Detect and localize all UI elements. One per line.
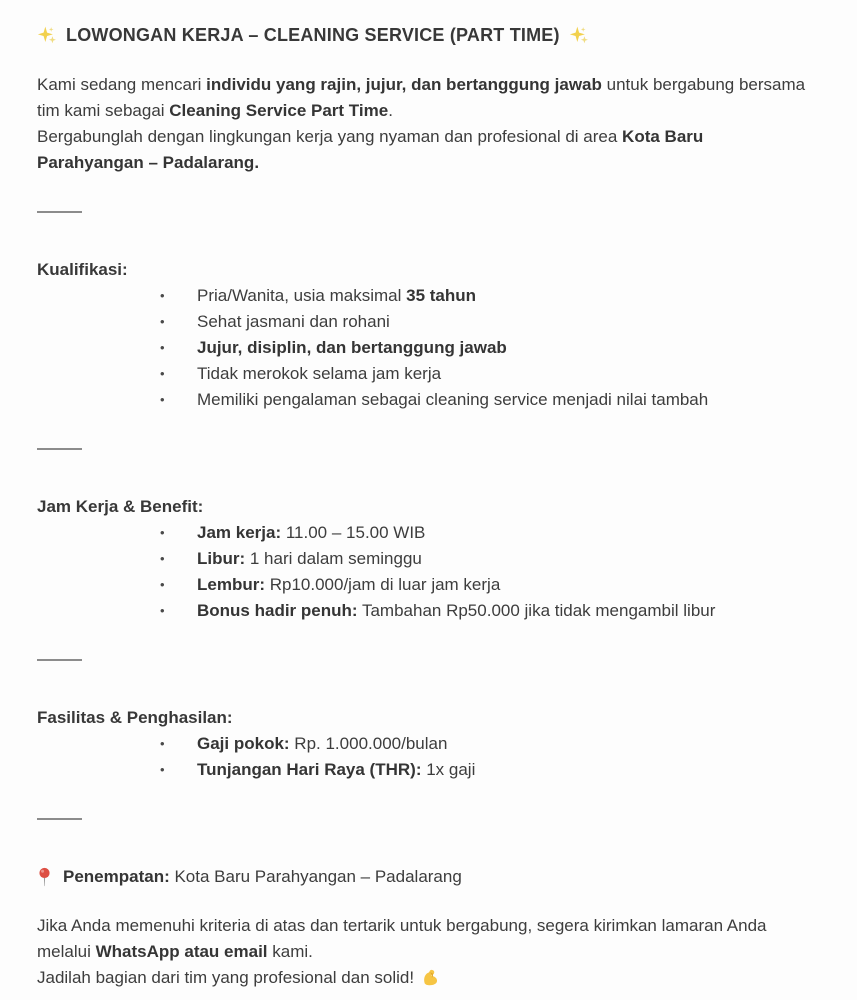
intro-paragraphs: [37, 72, 807, 176]
list-item: [37, 598, 807, 624]
bullet-dot: •: [160, 366, 165, 381]
list-item-text: Bonus hadir penuh: Tambahan Rp50.000 jika tidak mengambil libur: [197, 601, 716, 620]
sparkles-icon: [37, 25, 57, 45]
list-item: [37, 546, 807, 572]
placement-line: [37, 864, 807, 890]
list-item: [37, 361, 807, 387]
bullet-dot: •: [160, 736, 165, 751]
bullet-dot: •: [160, 392, 165, 407]
closing-paragraph-1: Jika Anda memenuhi kriteria di atas dan tertarik untuk bergabung, segera kirimkan lamaran Anda melalui WhatsApp atau email kami.: [37, 916, 767, 961]
list-item: [37, 572, 807, 598]
intro-paragraph-2: Bergabunglah dengan lingkungan kerja yang nyaman dan profesional di area Kota Baru Parahyangan – Padalarang.: [37, 127, 704, 172]
bullet-dot: •: [160, 525, 165, 540]
closing-paragraphs: [37, 913, 807, 995]
section-heading-jam-kerja-benefit: Jam Kerja & Benefit:: [37, 497, 204, 516]
page-title: [37, 22, 807, 48]
list-item-text: Gaji pokok: Rp. 1.000.000/bulan: [197, 734, 448, 753]
list-item: [37, 731, 807, 757]
sparkles-icon: [569, 25, 589, 45]
list-item-text: Lembur: Rp10.000/jam di luar jam kerja: [197, 575, 501, 594]
closing-paragraph-2: [37, 965, 807, 995]
list-item: [37, 309, 807, 335]
jam-kerja-benefit-list: [37, 520, 807, 624]
intro-paragraph-1: Kami sedang mencari individu yang rajin, jujur, dan bertanggung jawab untuk bergabung bersama tim kami sebagai Cleaning Service Part Time.: [37, 75, 806, 120]
section-heading-fasilitas-penghasilan: Fasilitas & Penghasilan:: [37, 708, 233, 727]
list-item-text: Memiliki pengalaman sebagai cleaning service menjadi nilai tambah: [197, 390, 709, 409]
bullet-dot: •: [160, 340, 165, 355]
fasilitas-penghasilan-list: [37, 731, 807, 783]
list-item: [37, 387, 807, 413]
bullet-dot: •: [160, 762, 165, 777]
list-item-text: Tidak merokok selama jam kerja: [197, 364, 442, 383]
bullet-dot: •: [160, 603, 165, 618]
list-item: [37, 757, 807, 783]
section-divider: [37, 818, 82, 820]
bullet-dot: •: [160, 551, 165, 566]
list-item-text: Tunjangan Hari Raya (THR): 1x gaji: [197, 760, 476, 779]
muscle-icon: [421, 968, 440, 995]
list-item-text: Jujur, disiplin, dan bertanggung jawab: [197, 338, 507, 357]
page-title-text: LOWONGAN KERJA – CLEANING SERVICE (PART TIME): [66, 25, 560, 45]
list-item: [37, 520, 807, 546]
closing-paragraph-2-text: Jadilah bagian dari tim yang profesional dan solid!: [37, 968, 415, 987]
section-divider: [37, 448, 82, 450]
list-item-text: Pria/Wanita, usia maksimal 35 tahun: [197, 286, 477, 305]
bullet-dot: •: [160, 577, 165, 592]
list-item: [37, 283, 807, 309]
bullet-dot: •: [160, 288, 165, 303]
pin-icon: [37, 867, 52, 888]
section-divider: [37, 211, 82, 213]
section-heading-kualifikasi: Kualifikasi:: [37, 260, 128, 279]
list-item: [37, 335, 807, 361]
list-item-text: Libur: 1 hari dalam seminggu: [197, 549, 422, 568]
bullet-dot: •: [160, 314, 165, 329]
placement-text: Penempatan: Kota Baru Parahyangan – Padalarang: [63, 867, 462, 886]
list-item-text: Sehat jasmani dan rohani: [197, 312, 390, 331]
section-divider: [37, 659, 82, 661]
kualifikasi-list: [37, 283, 807, 413]
list-item-text: Jam kerja: 11.00 – 15.00 WIB: [197, 523, 426, 542]
